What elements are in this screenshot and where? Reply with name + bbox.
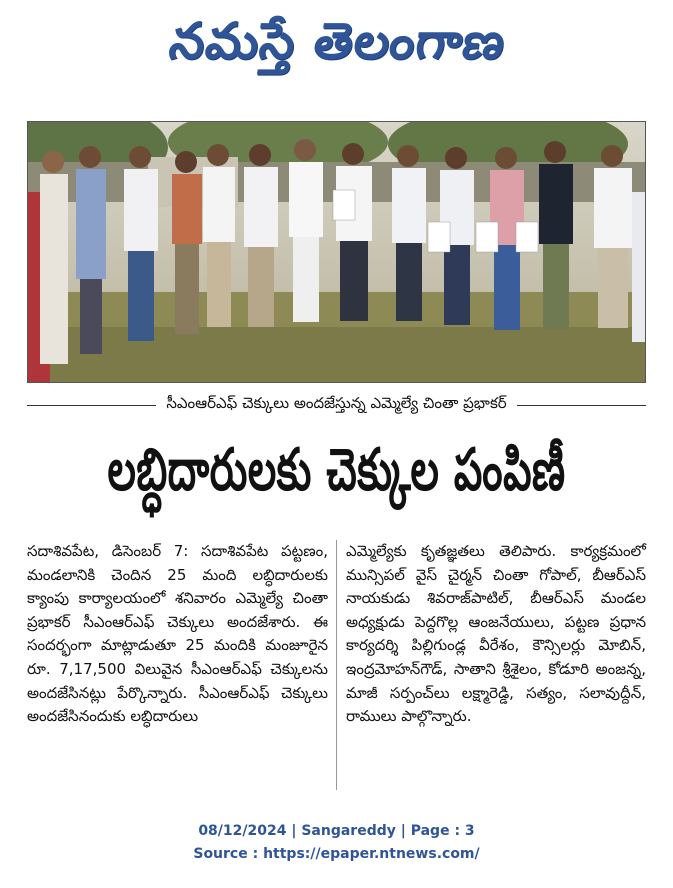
photo-caption: సీఎంఆర్ఎఫ్ చెక్కులు అందజేస్తున్న ఎమ్మెల్యే చింతా ప్రభాకర్ bbox=[166, 394, 507, 412]
masthead-title: నమస్తే తెలంగాణ bbox=[165, 12, 510, 70]
article-headline-box bbox=[27, 428, 646, 528]
photo-caption-row bbox=[27, 390, 646, 420]
news-photo bbox=[27, 121, 646, 383]
group-photo-illustration bbox=[28, 122, 646, 383]
article-headline: లబ్ధిదారులకు చెక్కుల పంపిణీ bbox=[107, 437, 566, 505]
article-column-left bbox=[27, 540, 337, 790]
caption-rule-right bbox=[517, 405, 646, 406]
article-column-right bbox=[346, 540, 646, 790]
page-footer bbox=[0, 820, 673, 866]
article-paragraph-left: సదాశివపేట, డిసెంబర్ 7: సదాశివపేట పట్టణం, మండలానికి చెందిన 25 మంది లబ్ధిదారులకు క్యాంపు కార్యాలయంలో శనివారం ఎమ్మెల్యే చింతా ప్రభాకర్ సీఎంఆర్ఎఫ్ చెక్కులు అందజేశారు. ఈ సందర్భంగా మాట్లాడుతూ 25 మందికి మంజూరైన రూ. 7,17,500 విలువైన సీఎంఆర్ఎఫ్ చెక్కులను అందజేసినట్లు పేర్కొన్నారు. సీఎంఆర్ఎఫ్ చెక్కులు అందజేసినందుకు లబ్ధిదారులు bbox=[27, 542, 328, 726]
caption-rule-left bbox=[27, 405, 156, 406]
newspaper-masthead bbox=[0, 0, 673, 95]
article-body bbox=[27, 540, 646, 790]
footer-source: Source : https://epaper.ntnews.com/ bbox=[193, 846, 480, 862]
footer-date-edition: 08/12/2024 | Sangareddy | Page : 3 bbox=[198, 823, 475, 839]
article-paragraph-right: ఎమ్మెల్యేకు కృతజ్ఞతలు తెలిపారు. కార్యక్రమంలో మున్సిపల్ వైస్ చైర్మన్ చింతా గోపాల్, బీఆర్ఎస్ నాయకుడు శివరాజ్‌పాటిల్, బీఆర్ఎస్ మండల అధ్యక్షుడు పెద్దగొల్ల ఆంజనేయులు, పట్టణ ప్రధాన కార్యదర్శి పిల్లిగుండ్ల వీరేశం, కౌన్సిలర్లు మోబిన్, ఇంద్రమోహన్‌గౌడ్, సాతాని శ్రీశైలం, కోడూరి అంజన్న, మాజీ సర్పంచ్‌లు లక్ష్మారెడ్డి, సత్యం, సలావుద్దీన్, రాములు పాల్గొన్నారు. bbox=[346, 542, 646, 726]
